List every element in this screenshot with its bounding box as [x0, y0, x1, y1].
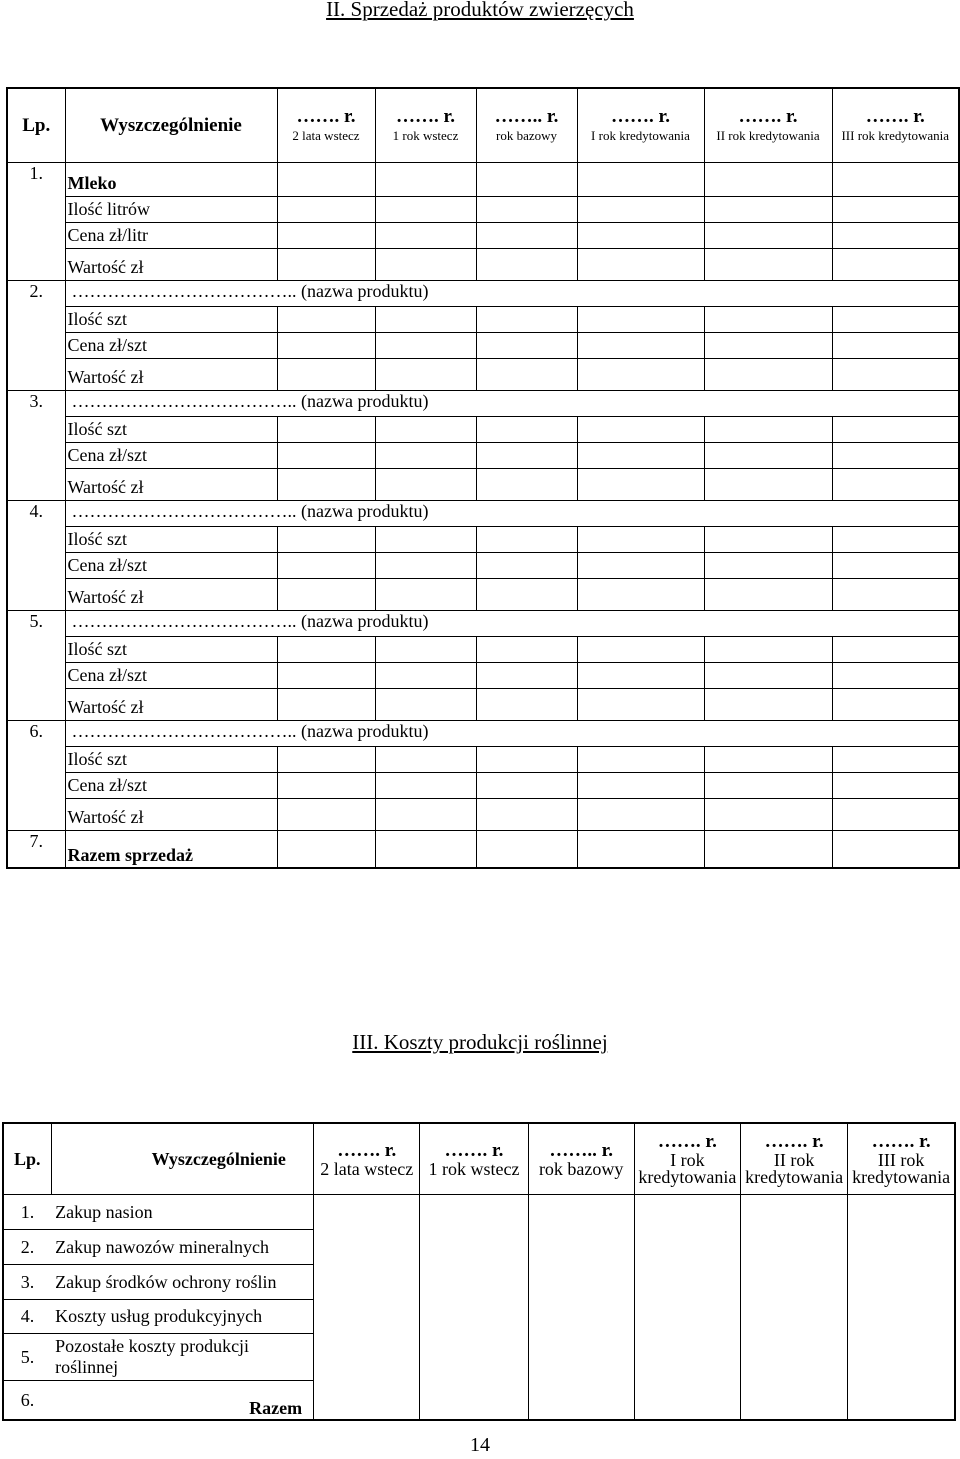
product-name: ……………………………….. (nazwa produktu) [65, 501, 959, 527]
value-cell[interactable] [577, 333, 704, 359]
value-cell[interactable] [420, 1195, 528, 1421]
value-cell[interactable] [832, 307, 959, 333]
crop-costs-table [2, 1122, 956, 1421]
row-number: 4. [7, 501, 65, 611]
value-cell[interactable] [704, 637, 832, 663]
value-cell[interactable] [704, 249, 832, 281]
quantity-label: Ilość szt [65, 637, 277, 663]
quantity-label: Ilość litrów [65, 197, 277, 223]
value-cell[interactable] [577, 469, 704, 501]
value-cell[interactable] [314, 1195, 420, 1421]
value-cell[interactable] [375, 223, 476, 249]
value-cell[interactable] [476, 223, 577, 249]
year-header: ……. r. III rok kredytowania [832, 88, 959, 163]
cost-label: Zakup nasion [51, 1195, 314, 1230]
value-cell[interactable] [277, 307, 375, 333]
value-cell[interactable] [476, 799, 577, 831]
value-cell[interactable] [704, 663, 832, 689]
value-cell[interactable] [848, 1195, 955, 1421]
price-label: Cena zł/szt [65, 443, 277, 469]
value-cell[interactable] [577, 163, 704, 197]
value-cell[interactable] [277, 249, 375, 281]
quantity-label: Ilość szt [65, 307, 277, 333]
value-cell[interactable] [577, 359, 704, 391]
price-label: Cena zł/szt [65, 663, 277, 689]
row-number: 5. [3, 1334, 51, 1381]
value-cell[interactable] [476, 333, 577, 359]
product-name: ……………………………….. (nazwa produktu) [65, 281, 959, 307]
value-cell[interactable] [577, 747, 704, 773]
cost-label: Koszty usług produkcyjnych [51, 1300, 314, 1334]
value-cell[interactable] [277, 527, 375, 553]
value-cell[interactable] [375, 359, 476, 391]
value-cell[interactable] [476, 773, 577, 799]
value-cell[interactable] [832, 799, 959, 831]
value-label: Wartość zł [65, 359, 277, 391]
value-cell[interactable] [375, 553, 476, 579]
value-cell[interactable] [832, 579, 959, 611]
value-cell[interactable] [277, 359, 375, 391]
value-cell[interactable] [577, 831, 704, 869]
value-label: Wartość zł [65, 689, 277, 721]
row-number: 2. [3, 1230, 51, 1265]
value-cell[interactable] [375, 307, 476, 333]
lp-header: Lp. [3, 1123, 51, 1195]
value-cell[interactable] [375, 579, 476, 611]
value-cell[interactable] [277, 637, 375, 663]
row-number: 4. [3, 1300, 51, 1334]
value-cell[interactable] [277, 443, 375, 469]
value-cell[interactable] [476, 249, 577, 281]
value-cell[interactable] [277, 553, 375, 579]
value-cell[interactable] [577, 773, 704, 799]
value-cell[interactable] [277, 223, 375, 249]
value-cell[interactable] [277, 663, 375, 689]
value-cell[interactable] [277, 579, 375, 611]
value-cell[interactable] [832, 359, 959, 391]
value-cell[interactable] [476, 579, 577, 611]
year-header: ……. r. III rok kredytowania [848, 1123, 955, 1195]
value-cell[interactable] [375, 163, 476, 197]
value-cell[interactable] [704, 689, 832, 721]
total-label: Razem sprzedaż [65, 831, 277, 869]
row-number: 6. [7, 721, 65, 831]
value-cell[interactable] [476, 359, 577, 391]
price-label: Cena zł/szt [65, 333, 277, 359]
value-cell[interactable] [832, 333, 959, 359]
cost-label: Razem [51, 1381, 314, 1421]
year-header: ……. r. 2 lata wstecz [277, 88, 375, 163]
cost-label: Zakup nawozów mineralnych [51, 1230, 314, 1265]
value-cell[interactable] [832, 773, 959, 799]
value-label: Wartość zł [65, 579, 277, 611]
value-cell[interactable] [577, 249, 704, 281]
value-cell[interactable] [476, 637, 577, 663]
value-cell[interactable] [577, 417, 704, 443]
quantity-label: Ilość szt [65, 527, 277, 553]
year-header: …….. r. rok bazowy [476, 88, 577, 163]
section-title-costs: III. Koszty produkcji roślinnej [352, 1030, 608, 1054]
value-cell[interactable] [577, 223, 704, 249]
value-cell[interactable] [832, 663, 959, 689]
row-number: 7. [7, 831, 65, 869]
price-label: Cena zł/litr [65, 223, 277, 249]
value-cell[interactable] [375, 417, 476, 443]
row-number: 1. [7, 163, 65, 281]
product-name: Mleko [65, 163, 277, 197]
value-cell[interactable] [375, 831, 476, 869]
value-cell[interactable] [476, 163, 577, 197]
value-cell[interactable] [832, 637, 959, 663]
value-label: Wartość zł [65, 249, 277, 281]
year-header: ……. r. 1 rok wstecz [375, 88, 476, 163]
value-cell[interactable] [741, 1195, 848, 1421]
value-cell[interactable] [375, 527, 476, 553]
value-cell[interactable] [832, 527, 959, 553]
value-cell[interactable] [277, 163, 375, 197]
value-cell[interactable] [704, 443, 832, 469]
value-cell[interactable] [577, 579, 704, 611]
lp-header: Lp. [7, 88, 65, 163]
quantity-label: Ilość szt [65, 747, 277, 773]
value-cell[interactable] [528, 1195, 634, 1421]
value-cell[interactable] [577, 527, 704, 553]
value-cell[interactable] [277, 831, 375, 869]
price-label: Cena zł/szt [65, 773, 277, 799]
value-cell[interactable] [375, 333, 476, 359]
value-cell[interactable] [832, 249, 959, 281]
value-cell[interactable] [634, 1195, 740, 1421]
value-cell[interactable] [375, 663, 476, 689]
value-cell[interactable] [832, 689, 959, 721]
value-cell[interactable] [476, 527, 577, 553]
year-header: ……. r. 2 lata wstecz [314, 1123, 420, 1195]
value-cell[interactable] [704, 831, 832, 869]
year-header: ……. r. 1 rok wstecz [420, 1123, 528, 1195]
value-cell[interactable] [375, 469, 476, 501]
cost-label: Zakup środków ochrony roślin [51, 1265, 314, 1300]
value-cell[interactable] [476, 307, 577, 333]
value-cell[interactable] [832, 443, 959, 469]
value-cell[interactable] [832, 197, 959, 223]
value-cell[interactable] [704, 223, 832, 249]
value-cell[interactable] [704, 307, 832, 333]
value-cell[interactable] [375, 443, 476, 469]
value-cell[interactable] [704, 747, 832, 773]
value-cell[interactable] [577, 443, 704, 469]
value-cell[interactable] [476, 553, 577, 579]
value-cell[interactable] [704, 773, 832, 799]
year-header: ……. r. I rok kredytowania [577, 88, 704, 163]
value-cell[interactable] [476, 747, 577, 773]
value-cell[interactable] [577, 637, 704, 663]
value-cell[interactable] [704, 417, 832, 443]
value-cell[interactable] [476, 417, 577, 443]
row-number: 3. [7, 391, 65, 501]
product-name: ……………………………….. (nazwa produktu) [65, 391, 959, 417]
value-cell[interactable] [577, 663, 704, 689]
value-cell[interactable] [375, 637, 476, 663]
value-cell[interactable] [577, 197, 704, 223]
value-cell[interactable] [704, 197, 832, 223]
year-header: ……. r. II rok kredytowania [741, 1123, 848, 1195]
price-label: Cena zł/szt [65, 553, 277, 579]
row-number: 6. [3, 1381, 51, 1421]
value-cell[interactable] [832, 553, 959, 579]
value-cell[interactable] [277, 333, 375, 359]
value-label: Wartość zł [65, 469, 277, 501]
value-cell[interactable] [476, 689, 577, 721]
value-cell[interactable] [704, 359, 832, 391]
value-cell[interactable] [704, 799, 832, 831]
page-number: 14 [470, 1434, 490, 1456]
quantity-label: Ilość szt [65, 417, 277, 443]
section-title-sales: II. Sprzedaż produktów zwierzęcych [326, 0, 634, 21]
product-name: ……………………………….. (nazwa produktu) [65, 721, 959, 747]
row-number: 5. [7, 611, 65, 721]
value-cell[interactable] [375, 197, 476, 223]
value-cell[interactable] [704, 553, 832, 579]
value-cell[interactable] [375, 747, 476, 773]
value-cell[interactable] [704, 527, 832, 553]
value-cell[interactable] [577, 689, 704, 721]
value-cell[interactable] [476, 197, 577, 223]
value-cell[interactable] [476, 831, 577, 869]
value-cell[interactable] [375, 799, 476, 831]
value-cell[interactable] [832, 223, 959, 249]
value-cell[interactable] [277, 689, 375, 721]
value-cell[interactable] [277, 197, 375, 223]
value-cell[interactable] [375, 689, 476, 721]
value-cell[interactable] [832, 163, 959, 197]
value-cell[interactable] [704, 163, 832, 197]
value-cell[interactable] [277, 799, 375, 831]
value-cell[interactable] [375, 773, 476, 799]
row-number: 1. [3, 1195, 51, 1230]
value-cell[interactable] [832, 747, 959, 773]
value-label: Wartość zł [65, 799, 277, 831]
row-number: 3. [3, 1265, 51, 1300]
row-number: 2. [7, 281, 65, 391]
year-header: ……. r. I rok kredytowania [634, 1123, 740, 1195]
description-header: Wyszczególnienie [65, 88, 277, 163]
description-header: Wyszczególnienie [51, 1123, 314, 1195]
cost-label: Pozostałe koszty produkcji roślinnej [51, 1334, 314, 1381]
animal-sales-table [6, 87, 960, 869]
value-cell[interactable] [375, 249, 476, 281]
value-cell[interactable] [277, 469, 375, 501]
value-cell[interactable] [832, 831, 959, 869]
value-cell[interactable] [577, 799, 704, 831]
value-cell[interactable] [704, 579, 832, 611]
value-cell[interactable] [704, 469, 832, 501]
value-cell[interactable] [277, 417, 375, 443]
value-cell[interactable] [832, 469, 959, 501]
value-cell[interactable] [476, 443, 577, 469]
value-cell[interactable] [476, 469, 577, 501]
product-name: ……………………………….. (nazwa produktu) [65, 611, 959, 637]
value-cell[interactable] [277, 747, 375, 773]
year-header: ……. r. II rok kredytowania [704, 88, 832, 163]
value-cell[interactable] [704, 333, 832, 359]
year-header: …….. r. rok bazowy [528, 1123, 634, 1195]
value-cell[interactable] [476, 663, 577, 689]
value-cell[interactable] [577, 553, 704, 579]
value-cell[interactable] [577, 307, 704, 333]
value-cell[interactable] [832, 417, 959, 443]
value-cell[interactable] [277, 773, 375, 799]
